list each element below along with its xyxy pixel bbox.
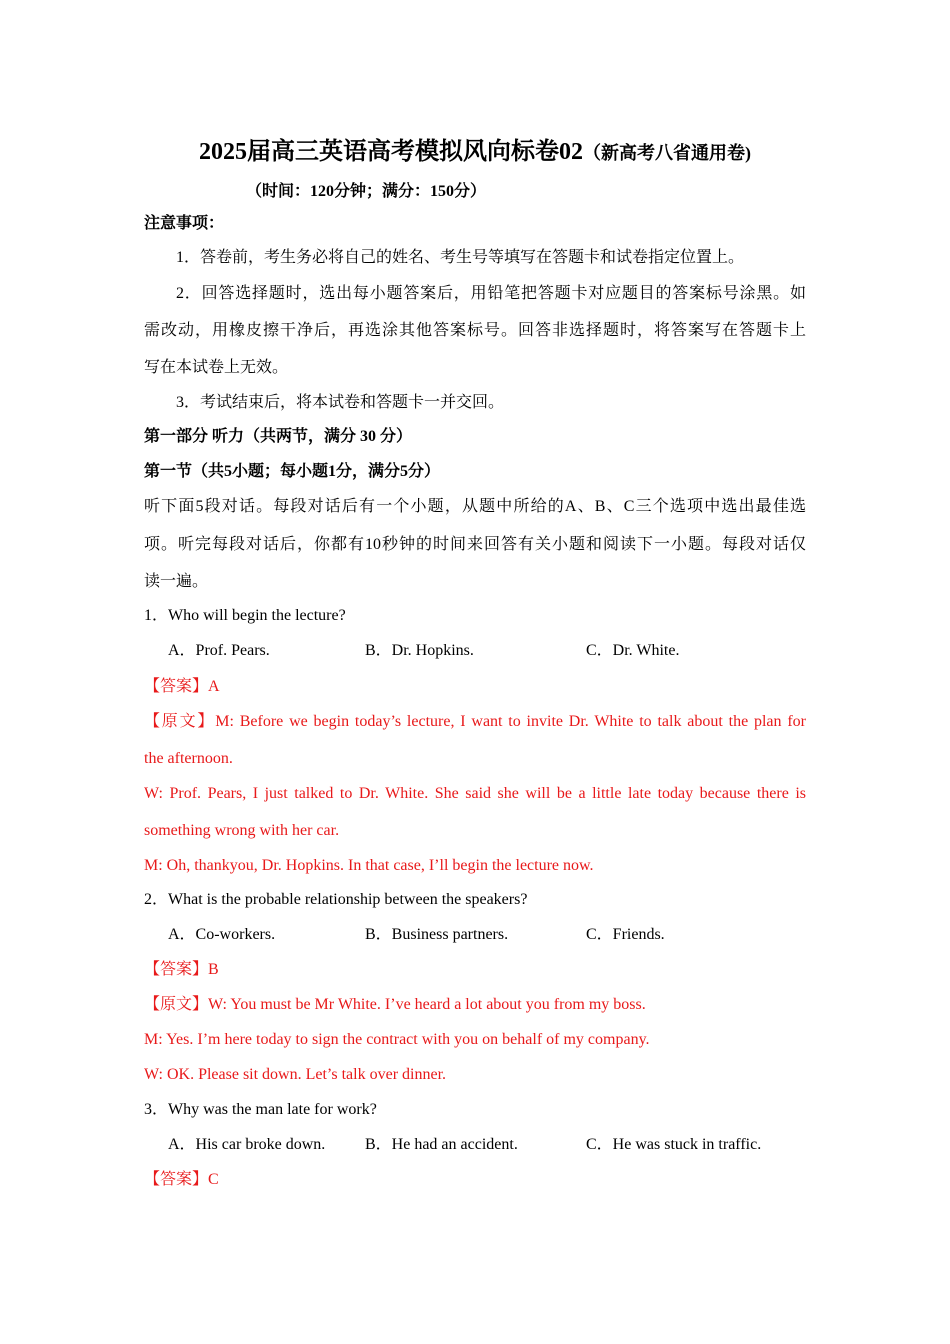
exam-title-suffix: （新高考八省通用卷)	[583, 143, 751, 163]
answer-value: B	[208, 961, 219, 978]
answer-label: 【答案】	[144, 961, 209, 978]
answer-line	[144, 1170, 219, 1190]
transcript-label: 【原文】	[144, 713, 216, 730]
option-c: C．Friends.	[586, 926, 665, 943]
option-c: C．He was stuck in traffic.	[586, 1136, 762, 1153]
option-b: B．Dr. Hopkins.	[365, 642, 474, 659]
option-a: A．His car broke down.	[168, 1136, 326, 1153]
option-b: B．He had an accident.	[365, 1136, 518, 1153]
transcript-line: W: OK. Please sit down. Let’s talk over dinner.	[144, 1066, 447, 1083]
instructions-line: 读一遍。	[144, 573, 209, 590]
exam-title	[0, 138, 950, 169]
notice-item: 3．考试结束后，将本试卷和答题卡一并交回。	[176, 394, 505, 411]
transcript-line: M: Oh, thankyou, Dr. Hopkins. In that case, I’ll begin the lecture now.	[144, 857, 594, 874]
notice-item: 写在本试卷上无效。	[144, 359, 289, 376]
answer-line	[144, 960, 219, 980]
exam-title-main: 2025届高三英语高考模拟风向标卷02	[199, 139, 583, 165]
instructions-line: 项。听完每段对话后，你都有10秒钟的时间来回答有关小题和阅读下一小题。每段对话仅	[144, 536, 806, 553]
transcript-line: something wrong with her car.	[144, 822, 340, 839]
transcript-line	[144, 712, 806, 732]
exam-duration-score: （时间：120分钟；满分：150分）	[246, 183, 487, 200]
option-a: A．Prof. Pears.	[168, 642, 270, 659]
answer-label: 【答案】	[144, 678, 209, 695]
question-stem: 2．What is the probable relationship between the speakers?	[144, 891, 528, 908]
transcript-line: the afternoon.	[144, 750, 233, 767]
option-b: B．Business partners.	[365, 926, 509, 943]
question-stem: 1．Who will begin the lecture?	[144, 607, 346, 624]
section1-heading: 第一节（共5小题；每小题1分，满分5分）	[144, 463, 441, 480]
question-stem: 3．Why was the man late for work?	[144, 1101, 377, 1118]
transcript-line	[144, 995, 646, 1015]
answer-value: A	[208, 678, 220, 695]
notice-item: 2．回答选择题时，选出每小题答案后，用铅笔把答题卡对应题目的答案标号涂黑。如	[176, 285, 806, 302]
transcript-line: W: Prof. Pears, I just talked to Dr. White. She said she will be a little late today because there is	[144, 785, 806, 802]
transcript-label: 【原文】	[144, 996, 209, 1013]
option-a: A．Co-workers.	[168, 926, 276, 943]
answer-line	[144, 677, 220, 697]
transcript-line: M: Yes. I’m here today to sign the contract with you on behalf of my company.	[144, 1031, 650, 1048]
instructions-line: 听下面5段对话。每段对话后有一个小题，从题中所给的A、B、C三个选项中选出最佳选	[144, 498, 806, 515]
transcript-text: W: You must be Mr White. I’ve heard a lot about you from my boss.	[208, 996, 646, 1013]
answer-label: 【答案】	[144, 1171, 209, 1188]
notice-heading: 注意事项：	[144, 215, 225, 232]
answer-value: C	[208, 1171, 219, 1188]
notice-item: 1．答卷前，考生务必将自己的姓名、考生号等填写在答题卡和试卷指定位置上。	[176, 249, 745, 266]
notice-item: 需改动，用橡皮擦干净后，再选涂其他答案标号。回答非选择题时，将答案写在答题卡上	[144, 322, 806, 339]
part1-heading: 第一部分 听力（共两节，满分 30 分）	[144, 428, 413, 445]
transcript-text: M: Before we begin today’s lecture, I want to invite Dr. White to talk about the plan for	[215, 713, 806, 730]
option-c: C．Dr. White.	[586, 642, 680, 659]
